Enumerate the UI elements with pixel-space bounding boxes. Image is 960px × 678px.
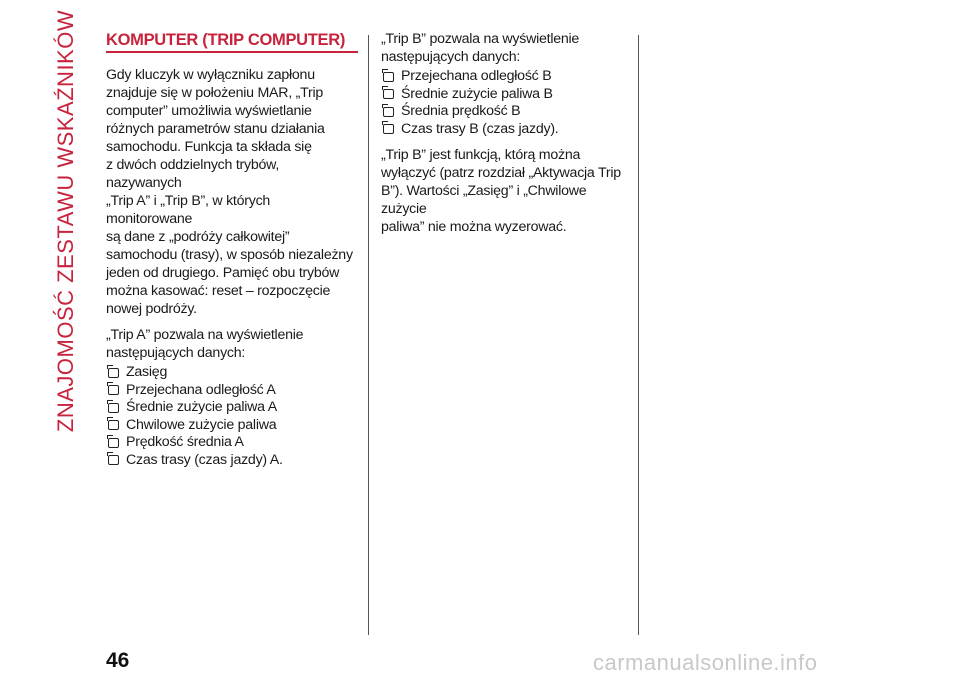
intro-line: różnych parametrów stanu działania [106, 121, 325, 137]
list-item-text: Chwilowe zużycie paliwa [126, 416, 277, 433]
list-item [106, 382, 358, 400]
trip-b-note [381, 146, 633, 236]
intro-paragraph [106, 66, 358, 318]
intro-line: computer” umożliwia wyświetlanie [106, 103, 312, 119]
intro-line: „Trip A” i „Trip B”, w których monitorowane [106, 193, 271, 227]
checkbox-bullet-icon [108, 385, 119, 395]
list-item-text: Przejechana odległość B [401, 68, 552, 84]
list-item [106, 434, 358, 452]
list-item [106, 452, 358, 470]
page-number: 46 [106, 649, 130, 672]
checkbox-bullet-icon [108, 455, 119, 465]
trip-b-note-line: wyłączyć (patrz rozdział „Aktywacja Trip [381, 165, 621, 181]
column-divider [638, 35, 639, 635]
list-item-text: Średnie zużycie paliwa B [401, 85, 553, 102]
checkbox-bullet-icon [108, 368, 119, 378]
trip-a-list [106, 364, 358, 469]
list-item-text: Zasięg [126, 364, 168, 380]
list-item [381, 86, 633, 104]
list-item [381, 68, 633, 86]
list-item-text: Prędkość średnia A [126, 434, 244, 450]
intro-line: znajduje się w położeniu MAR, „Trip [106, 85, 324, 101]
intro-line: nowej podróży. [106, 301, 197, 317]
checkbox-bullet-icon [383, 72, 394, 82]
list-item-text: Średnia prędkość B [401, 103, 521, 119]
section-side-title-text: ZNAJOMOŚĆ ZESTAWU WSKAŹNIKÓW [53, 9, 78, 433]
checkbox-bullet-icon [383, 89, 394, 99]
column-divider [368, 35, 369, 635]
trip-b-note-line: paliwa” nie można wyzerować. [381, 219, 567, 235]
trip-b-intro-line: „Trip B” pozwala na wyświetlenie [381, 31, 580, 47]
checkbox-bullet-icon [383, 124, 394, 134]
trip-a-intro-line: „Trip A” pozwala na wyświetlenie [106, 327, 304, 343]
intro-line: można kasować: reset – rozpoczęcie [106, 283, 331, 299]
heading-underline [106, 30, 358, 53]
trip-b-note-line: „Trip B” jest funkcją, którą można [381, 147, 581, 163]
list-item-text: Przejechana odległość A [126, 381, 276, 398]
intro-line: z dwóch oddzielnych trybów, nazywanych [106, 157, 280, 191]
left-column [106, 30, 358, 475]
watermark: carmanualsonline.info [593, 650, 818, 675]
list-item [106, 417, 358, 435]
intro-line: samochodu. Funkcja ta składa się [106, 139, 312, 155]
intro-line: samochodu (trasy), w sposób niezależny [106, 247, 353, 263]
list-item [106, 399, 358, 417]
trip-a-intro-line: następujących danych: [106, 345, 246, 361]
list-item-text: Średnie zużycie paliwa A [126, 399, 277, 415]
list-item [106, 364, 358, 382]
trip-b-note-line: B”). Wartości „Zasięg” i „Chwilowe zużycie [381, 183, 587, 217]
trip-a-intro [106, 326, 358, 362]
list-item-text: Czas trasy (czas jazdy) A. [126, 451, 283, 468]
checkbox-bullet-icon [383, 107, 394, 117]
list-item [381, 103, 633, 121]
intro-line: Gdy kluczyk w wyłączniku zapłonu [106, 67, 315, 83]
section-heading: KOMPUTER (TRIP COMPUTER) [106, 31, 346, 49]
trip-b-intro-line: następujących danych: [381, 49, 521, 65]
trip-b-list [381, 68, 633, 138]
checkbox-bullet-icon [108, 420, 119, 430]
trip-b-intro [381, 30, 633, 66]
middle-column [381, 30, 633, 244]
list-item-text: Czas trasy B (czas jazdy). [401, 120, 559, 137]
checkbox-bullet-icon [108, 403, 119, 413]
checkbox-bullet-icon [108, 438, 119, 448]
intro-line: jeden od drugiego. Pamięć obu trybów [106, 265, 340, 281]
section-side-title [48, 9, 84, 433]
intro-line: są dane z „podróży całkowitej” [106, 229, 290, 245]
list-item [381, 121, 633, 139]
